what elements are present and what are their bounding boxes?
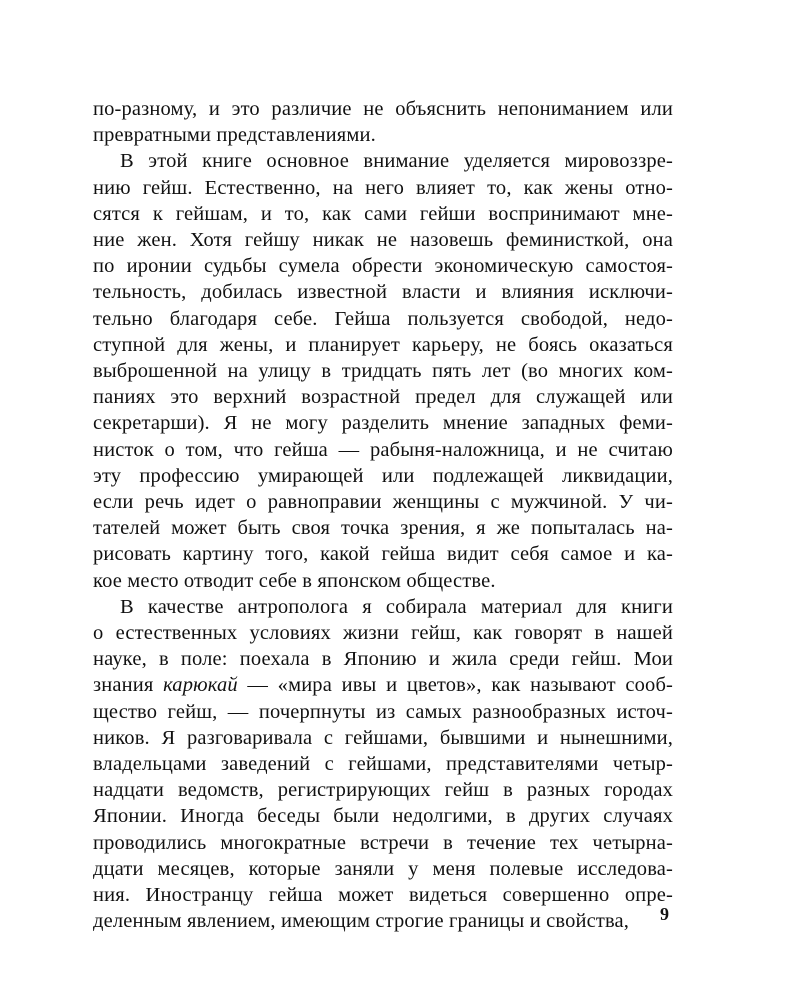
text-line: эту профессию умирающей или подлежащей ликвидации, [93,464,673,487]
text-line: деленным явлением, имеющим строгие границы и свойства, [93,910,630,933]
text-line: ние жен. Хотя гейшу никак не назовешь феминисткой, она [93,229,673,252]
text-line: В качестве антрополога я собирала материал для книги [120,595,673,618]
text-line: знания карюкай — «мира ивы и цветов», как называют сооб- [93,674,673,697]
text-line: секретарши). Я не могу разделить мнение западных феми- [93,412,673,435]
text-line: ников. Я разговаривала с гейшами, бывшими и нынешними, [93,726,673,749]
text-line: по иронии судьбы сумела обрести экономическую самостоя- [93,255,673,278]
text-line: ступной для жены, и планирует карьеру, не боясь оказаться [93,333,673,356]
paragraph [93,96,673,148]
text-line: превратными представлениями. [93,124,376,147]
text-line: науке, в поле: поехала в Японию и жила среди гейш. Мои [93,648,673,671]
body-text [93,96,673,935]
text-line: щество гейш, — почерпнуты из самых разнообразных источ- [93,700,673,723]
text-line: паниях это верхний возрастной предел для служащей или [93,386,673,409]
text-line: о естественных условиях жизни гейш, как говорят в нашей [93,622,673,645]
text-line: нию гейш. Естественно, на него влияет то, как жены отно- [93,176,673,199]
text-line: В этой книге основное внимание уделяется мировоззре- [120,150,673,173]
paragraph [93,148,673,593]
text-line: рисовать картину того, какой гейша видит себя самое и ка- [93,543,673,566]
text-line: владельцами заведений с гейшами, представителями четыр- [93,753,673,776]
text-line: нисток о том, что гейша — рабыня-наложница, и не считаю [93,438,673,461]
italic-term: карюкай [163,674,238,697]
page-number: 9 [660,904,669,924]
text-line: кое место отводит себе в японском обществе. [93,569,496,592]
text-line: надцати ведомств, регистрирующих гейш в разных городах [93,779,673,802]
text-line: дцати месяцев, которые заняли у меня полевые исследова- [93,857,673,880]
text-line: сятся к гейшам, и то, как сами гейши воспринимают мне- [93,202,673,225]
text-line: тателей может быть своя точка зрения, я же попыталась на- [93,517,673,540]
text-line: ния. Иностранцу гейша может видеться совершенно опре- [93,884,673,907]
text-line: если речь идет о равноправии женщины с мужчиной. У чи- [93,491,673,514]
text-line: Японии. Иногда беседы были недолгими, в других случаях [93,805,673,828]
text-line: выброшенной на улицу в тридцать пять лет (во многих ком- [93,360,673,383]
text-line: тельность, добилась известной власти и влияния исключи- [93,281,673,304]
paragraph [93,594,673,935]
text-line: проводились многократные встречи в течение тех четырна- [93,831,673,854]
text-line: по-разному, и это различие не объяснить непониманием или [93,98,673,120]
book-page [93,96,673,935]
text-line: тельно благодаря себе. Гейша пользуется свободой, недо- [93,307,673,330]
